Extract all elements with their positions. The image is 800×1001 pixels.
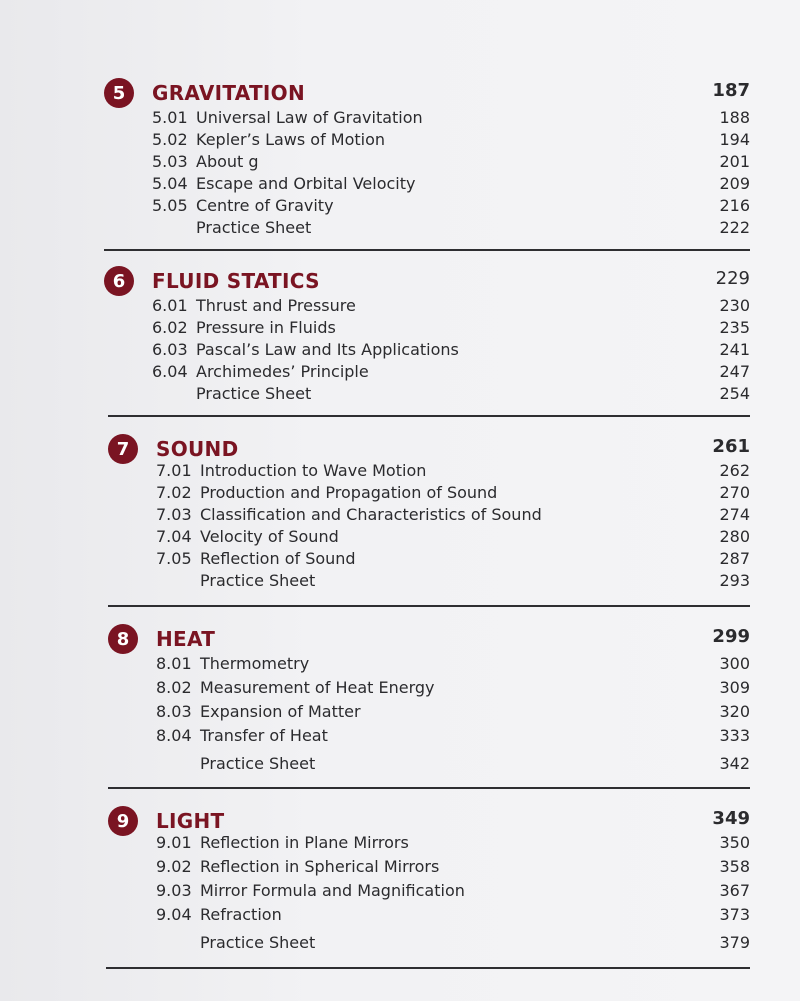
topic-list: [104, 295, 750, 405]
topic-page: 216: [719, 196, 750, 215]
topic-title: Reflection in Spherical Mirrors: [200, 857, 440, 876]
topic-number: 7.03: [156, 505, 192, 524]
topic-number: 5.04: [152, 174, 188, 193]
topic-number: 8.04: [156, 726, 192, 745]
topic-title: Refraction: [200, 905, 282, 924]
topic-row: [104, 195, 750, 217]
chapter-header: [108, 434, 750, 462]
chapter-page: 299: [712, 626, 750, 647]
chapter-number-badge: 5: [104, 78, 134, 108]
topic-number: 6.03: [152, 340, 188, 359]
topic-title: Archimedes’ Principle: [196, 362, 369, 381]
topic-page: 280: [719, 527, 750, 546]
topic-row: [108, 482, 750, 504]
topic-title: Centre of Gravity: [196, 196, 334, 215]
chapter-8: [108, 624, 750, 775]
topic-row: [108, 725, 750, 753]
practice-sheet-page: 293: [719, 571, 750, 590]
chapter-header: [104, 78, 750, 106]
topic-page: 287: [719, 549, 750, 568]
topic-row: [108, 504, 750, 526]
topic-row: [108, 548, 750, 570]
topic-number: 7.02: [156, 483, 192, 502]
practice-sheet-title: Practice Sheet: [200, 571, 316, 590]
topic-number: 6.04: [152, 362, 188, 381]
topic-row: [104, 295, 750, 317]
topic-page: 358: [719, 857, 750, 876]
topic-row: [108, 460, 750, 482]
topic-number: 7.04: [156, 527, 192, 546]
topic-title: About g: [196, 152, 259, 171]
topic-title: Kepler’s Laws of Motion: [196, 130, 386, 149]
topic-number: 8.02: [156, 678, 192, 697]
topic-number: 5.01: [152, 108, 188, 127]
topic-title: Thermometry: [200, 654, 310, 673]
chapter-header: [108, 806, 750, 834]
chapter-7: [108, 434, 750, 592]
topic-number: 9.02: [156, 857, 192, 876]
topic-row: [108, 701, 750, 725]
practice-sheet-title: Practice Sheet: [200, 933, 316, 952]
section-divider: [108, 787, 750, 789]
topic-page: 320: [719, 702, 750, 721]
topic-number: 8.01: [156, 654, 192, 673]
topic-row: [108, 832, 750, 856]
topic-title: Universal Law of Gravitation: [196, 108, 423, 127]
topic-row: [104, 107, 750, 129]
topic-row: [104, 173, 750, 195]
chapter-title: FLUID STATICS: [152, 269, 320, 293]
chapter-9: [108, 806, 750, 954]
topic-number: 5.03: [152, 152, 188, 171]
practice-sheet-row: [108, 570, 750, 592]
topic-number: 6.01: [152, 296, 188, 315]
topic-list: [104, 107, 750, 239]
topic-title: Transfer of Heat: [200, 726, 328, 745]
topic-number: 7.05: [156, 549, 192, 568]
chapter-page: 261: [712, 436, 750, 457]
topic-row: [108, 653, 750, 677]
topic-list: [108, 653, 750, 775]
topic-title: Measurement of Heat Energy: [200, 678, 435, 697]
topic-page: 188: [719, 108, 750, 127]
topic-page: 247: [719, 362, 750, 381]
topic-page: 201: [719, 152, 750, 171]
topic-list: [108, 832, 750, 954]
topic-page: 194: [719, 130, 750, 149]
topic-number: 6.02: [152, 318, 188, 337]
chapter-5: [104, 78, 750, 239]
section-divider: [108, 415, 750, 417]
topic-title: Mirror Formula and Magnification: [200, 881, 465, 900]
topic-page: 333: [719, 726, 750, 745]
practice-sheet-row: [104, 383, 750, 405]
practice-sheet-row: [104, 217, 750, 239]
topic-number: 5.05: [152, 196, 188, 215]
topic-page: 300: [719, 654, 750, 673]
practice-sheet-row: [108, 932, 750, 954]
chapter-6: [104, 266, 750, 405]
topic-row: [104, 361, 750, 383]
chapter-number-badge: 8: [108, 624, 138, 654]
topic-page: 274: [719, 505, 750, 524]
topic-row: [108, 904, 750, 932]
topic-title: Escape and Orbital Velocity: [196, 174, 416, 193]
chapter-title: LIGHT: [156, 809, 225, 833]
topic-row: [104, 339, 750, 361]
practice-sheet-page: 379: [719, 933, 750, 952]
topic-page: 309: [719, 678, 750, 697]
topic-number: 5.02: [152, 130, 188, 149]
section-divider: [108, 605, 750, 607]
practice-sheet-page: 222: [719, 218, 750, 237]
chapter-page: 229: [715, 268, 750, 289]
practice-sheet-title: Practice Sheet: [196, 384, 312, 403]
chapter-page: 349: [712, 808, 750, 829]
topic-number: 9.03: [156, 881, 192, 900]
topic-title: Pressure in Fluids: [196, 318, 336, 337]
topic-title: Reflection of Sound: [200, 549, 356, 568]
practice-sheet-title: Practice Sheet: [196, 218, 312, 237]
topic-title: Pascal’s Law and Its Applications: [196, 340, 459, 359]
topic-page: 367: [719, 881, 750, 900]
topic-row: [108, 880, 750, 904]
topic-row: [104, 317, 750, 339]
topic-page: 350: [719, 833, 750, 852]
chapter-title: SOUND: [156, 437, 239, 461]
topic-title: Reflection in Plane Mirrors: [200, 833, 409, 852]
topic-page: 235: [719, 318, 750, 337]
practice-sheet-row: [108, 753, 750, 775]
chapter-number-badge: 7: [108, 434, 138, 464]
chapter-page: 187: [712, 80, 750, 101]
topic-row: [108, 856, 750, 880]
topic-number: 9.01: [156, 833, 192, 852]
topic-title: Classification and Characteristics of Sound: [200, 505, 542, 524]
practice-sheet-title: Practice Sheet: [200, 754, 316, 773]
topic-title: Thrust and Pressure: [196, 296, 356, 315]
topic-page: 262: [719, 461, 750, 480]
topic-row: [108, 526, 750, 548]
chapter-number-badge: 9: [108, 806, 138, 836]
topic-page: 230: [719, 296, 750, 315]
topic-page: 373: [719, 905, 750, 924]
chapter-header: [104, 266, 750, 294]
topic-title: Production and Propagation of Sound: [200, 483, 498, 502]
topic-title: Expansion of Matter: [200, 702, 361, 721]
topic-number: 9.04: [156, 905, 192, 924]
topic-row: [104, 129, 750, 151]
practice-sheet-page: 342: [719, 754, 750, 773]
section-divider: [104, 249, 750, 251]
topic-title: Velocity of Sound: [200, 527, 339, 546]
topic-page: 209: [719, 174, 750, 193]
chapter-title: GRAVITATION: [152, 81, 305, 105]
topic-title: Introduction to Wave Motion: [200, 461, 427, 480]
topic-page: 270: [719, 483, 750, 502]
practice-sheet-page: 254: [719, 384, 750, 403]
chapter-header: [108, 624, 750, 652]
topic-row: [104, 151, 750, 173]
topic-list: [108, 460, 750, 592]
topic-number: 7.01: [156, 461, 192, 480]
section-divider: [106, 967, 750, 969]
topic-number: 8.03: [156, 702, 192, 721]
topic-row: [108, 677, 750, 701]
chapter-title: HEAT: [156, 627, 216, 651]
topic-page: 241: [719, 340, 750, 359]
chapter-number-badge: 6: [104, 266, 134, 296]
